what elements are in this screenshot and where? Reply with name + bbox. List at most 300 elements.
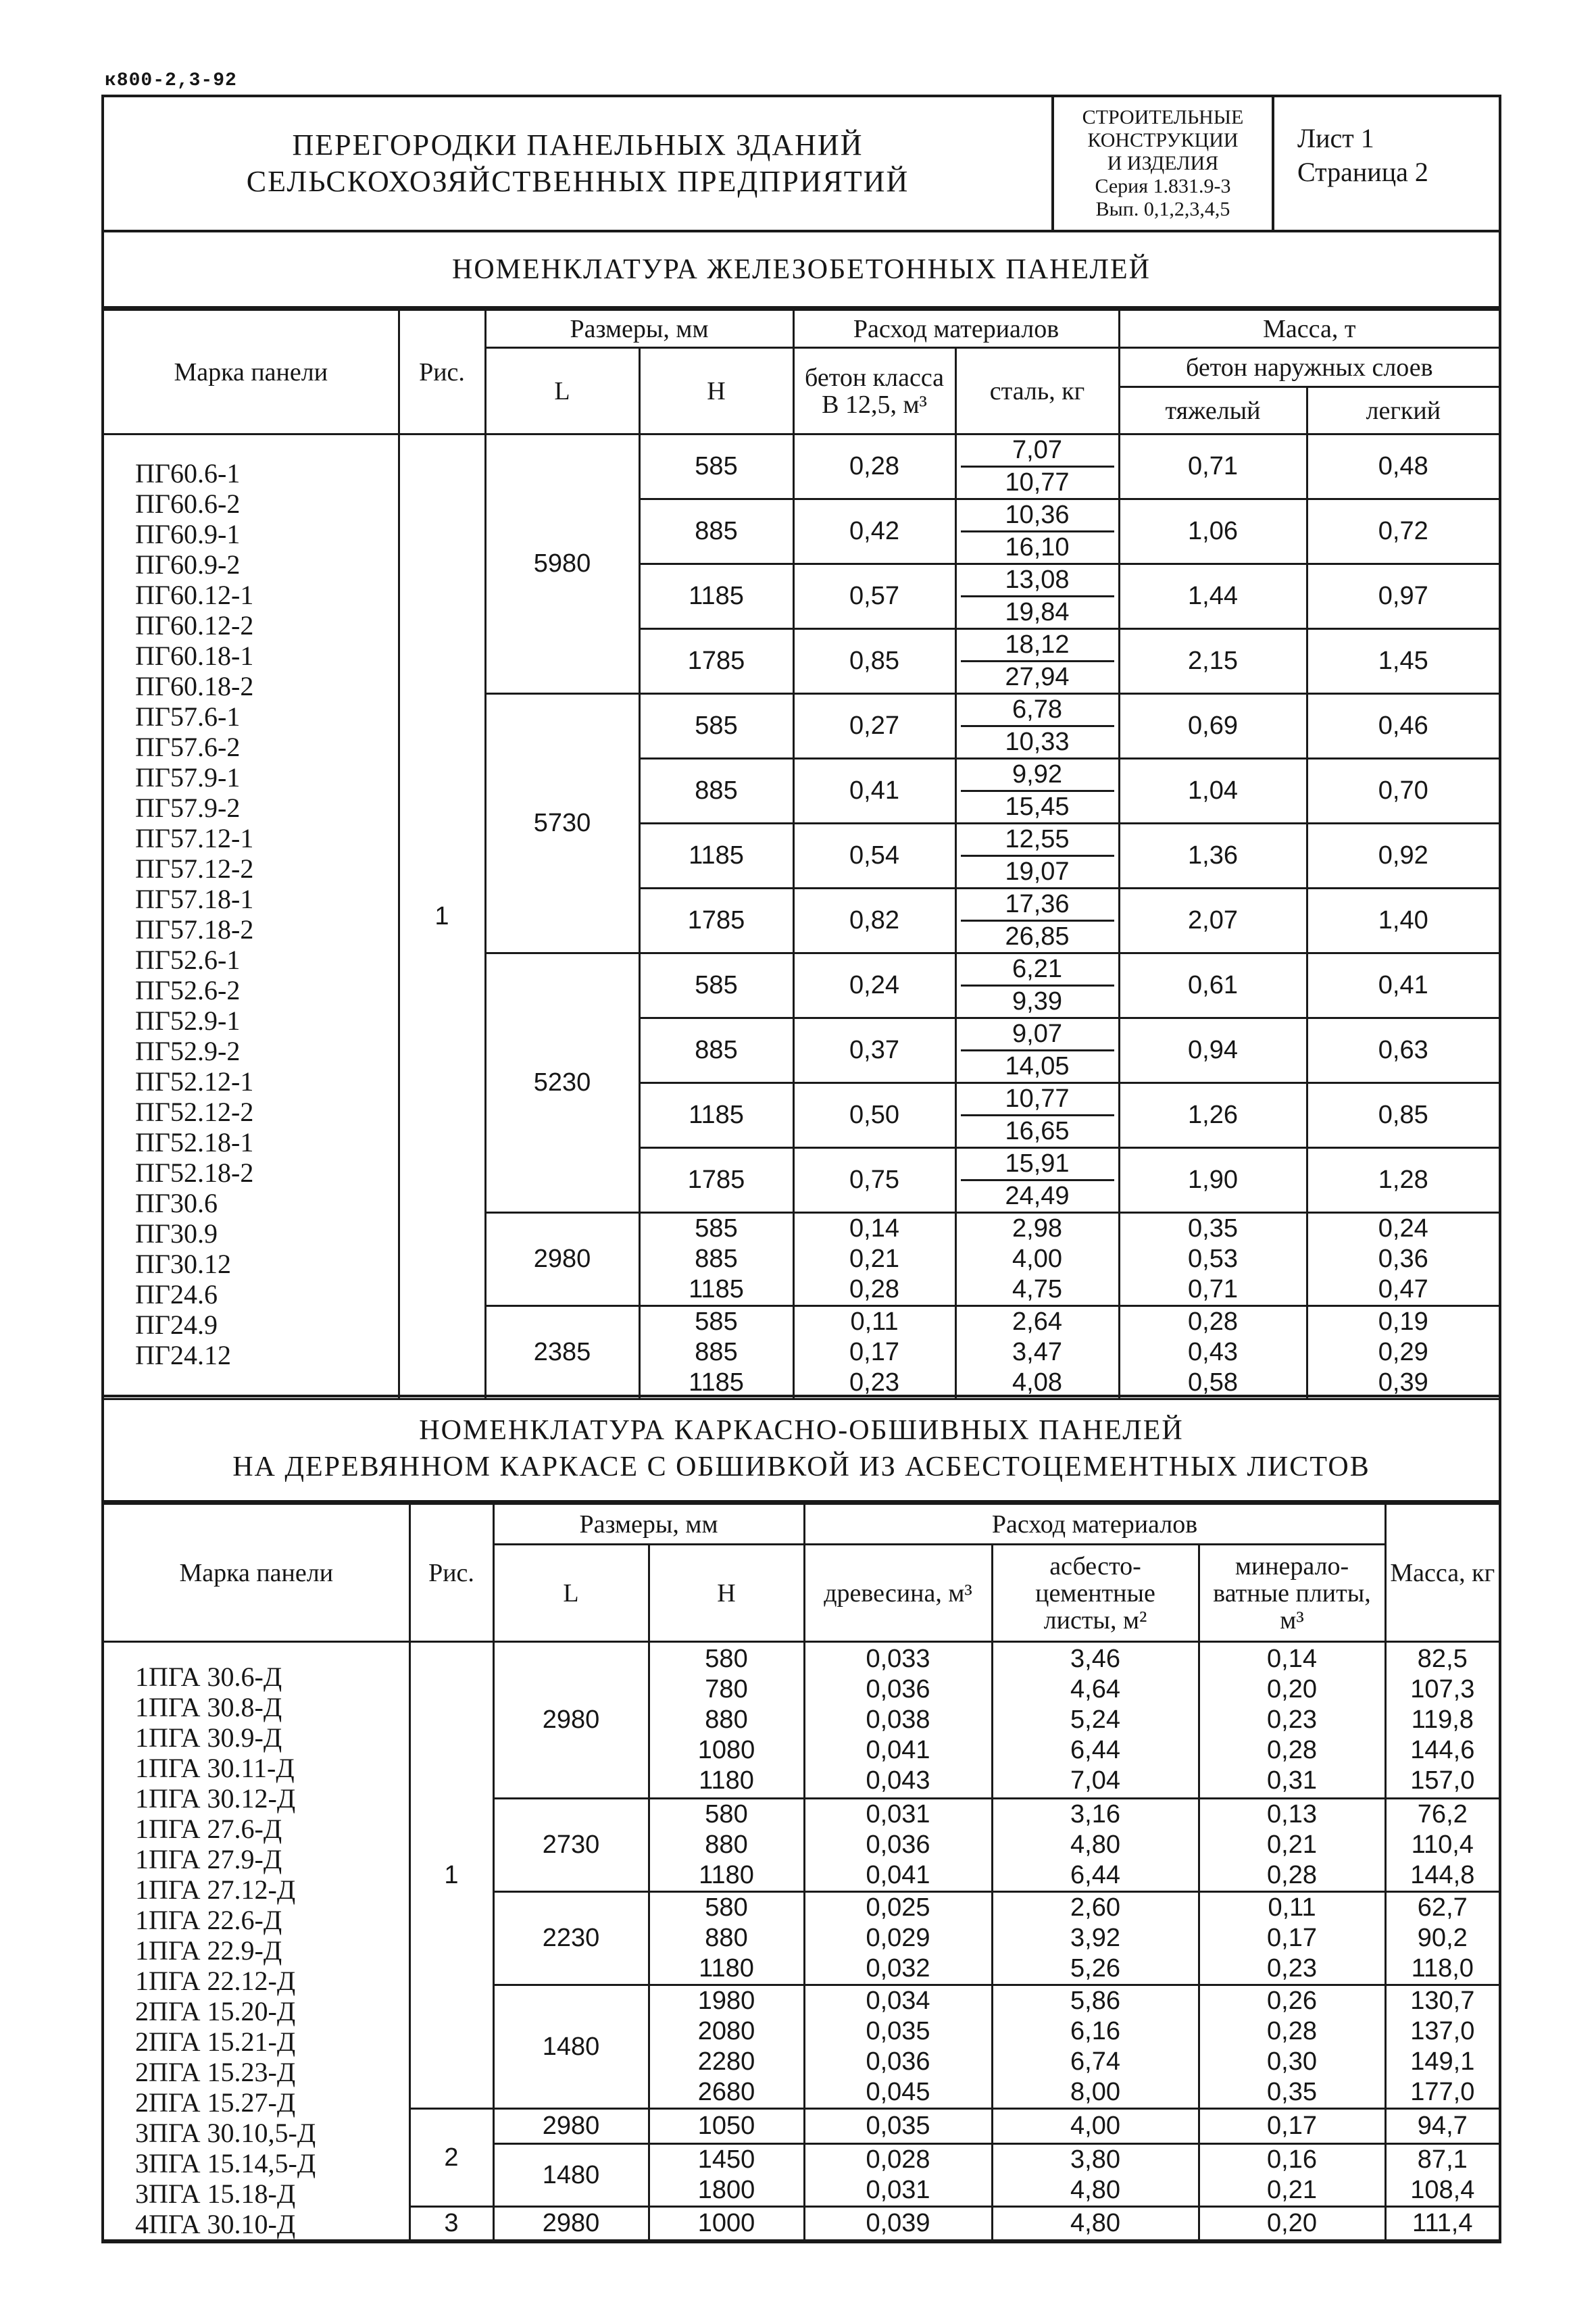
height-value: 1180 (699, 1954, 754, 1983)
fr-title-line-1: НОМЕНКЛАТУРА КАРКАСНО-ОБШИВНЫХ ПАНЕЛЕЙ (419, 1415, 1184, 1446)
mass-heavy-cell (1119, 629, 1307, 694)
steel-value-variant-2: 27,94 (1005, 663, 1070, 691)
steel-cell (955, 1148, 1119, 1213)
mass-heavy-cell (1119, 499, 1307, 564)
panel-mark: ПГ57.18-1 (135, 884, 254, 914)
height-cell (639, 629, 793, 694)
fr-section-title (104, 1395, 1499, 1503)
steel-value-variant-1: 12,55 (961, 824, 1114, 857)
steel-value: 3,47 (1012, 1338, 1062, 1366)
wood-value: 0,025 (866, 1893, 930, 1922)
mass-value: 90,2 (1417, 1924, 1468, 1952)
asbestos-sheets-value: 4,00 (1070, 2112, 1120, 2140)
panel-mark: 1ПГА 27.9-Д (135, 1844, 282, 1874)
mass-heavy-value: 0,94 (1188, 1036, 1238, 1064)
concrete-cell (793, 759, 955, 824)
rc-section-title (104, 232, 1499, 309)
panel-mark: ПГ24.9 (135, 1310, 218, 1340)
fr-col-mineral-wool: минерало- ватные плиты, м³ (1199, 1545, 1385, 1642)
mass-heavy-value: 0,35 (1188, 1214, 1238, 1243)
steel-value-variant-1: 9,92 (961, 760, 1114, 792)
steel-value: 4,75 (1012, 1275, 1062, 1303)
steel-cell (955, 1083, 1119, 1148)
steel-value: 4,08 (1012, 1368, 1062, 1397)
steel-value-variant-1: 9,07 (961, 1019, 1114, 1051)
concrete-value: 0,11 (850, 1308, 899, 1336)
height-value: 1185 (689, 1368, 744, 1397)
height-cell (639, 759, 793, 824)
mass-heavy-value: 0,43 (1188, 1338, 1238, 1366)
fr-col-H: H (649, 1545, 804, 1642)
rc-col-L: L (485, 348, 639, 434)
fr-col-L: L (493, 1545, 649, 1642)
mass-heavy-cell (1119, 1213, 1307, 1306)
concrete-value: 0,28 (849, 452, 899, 480)
mass-light-cell (1307, 564, 1499, 629)
panel-mark: 1ПГА 30.8-Д (135, 1692, 282, 1722)
height-value: 885 (695, 517, 738, 545)
rc-length-cell (485, 434, 639, 694)
panel-mark: ПГ57.9-2 (135, 793, 241, 823)
mass-light-value: 0,92 (1378, 841, 1428, 870)
panel-mark: ПГ57.6-2 (135, 732, 241, 762)
panel-mark: ПГ52.6-2 (135, 975, 241, 1005)
height-cell (639, 1306, 793, 1399)
mineral-wool-cell (1199, 1799, 1385, 1892)
mass-value: 62,7 (1417, 1893, 1468, 1922)
mineral-wool-value: 0,21 (1267, 2176, 1317, 2204)
series-line-2: КОНСТРУКЦИИ (1087, 129, 1239, 151)
concrete-cell (793, 629, 955, 694)
panel-mark: ПГ52.18-2 (135, 1158, 254, 1188)
mass-light-cell (1307, 434, 1499, 499)
height-cell (649, 1892, 804, 1985)
asbestos-sheets-cell (992, 1892, 1199, 1985)
steel-cell (955, 1213, 1119, 1306)
height-value: 885 (695, 1036, 738, 1064)
rc-col-heavy: тяжелый (1119, 387, 1307, 434)
length-value: 2980 (542, 2112, 600, 2140)
asbestos-sheets-cell (992, 1985, 1199, 2109)
height-value: 2080 (697, 2017, 755, 2045)
concrete-cell (793, 564, 955, 629)
steel-value-variant-2: 14,05 (1005, 1052, 1070, 1080)
height-value: 1800 (697, 2176, 755, 2204)
mass-heavy-value: 1,44 (1188, 582, 1238, 610)
rc-col-concrete: бетон класса В 12,5, м³ (793, 348, 955, 434)
mass-value: 144,8 (1410, 1861, 1475, 1889)
panel-mark: ПГ60.18-1 (135, 641, 254, 671)
mass-light-cell (1307, 1083, 1499, 1148)
wood-value: 0,035 (866, 2017, 930, 2045)
rc-col-light: легкий (1307, 387, 1499, 434)
height-cell (649, 2109, 804, 2144)
steel-value-variant-1: 18,12 (961, 630, 1114, 662)
asbestos-sheets-value: 5,86 (1070, 1987, 1120, 2015)
mass-value: 144,6 (1410, 1736, 1475, 1764)
mass-heavy-cell (1119, 1083, 1307, 1148)
panel-mark: 2ПГА 15.23-Д (135, 2057, 296, 2087)
concrete-value: 0,28 (849, 1275, 899, 1303)
mineral-wool-value: 0,35 (1267, 2078, 1317, 2106)
height-cell (649, 1985, 804, 2109)
mass-heavy-cell (1119, 694, 1307, 759)
height-value: 1185 (689, 1101, 744, 1129)
asbestos-sheets-value: 3,80 (1070, 2145, 1120, 2174)
fr-col-asbestos-sheets: асбесто- цементные листы, м² (992, 1545, 1199, 1642)
height-value: 1180 (699, 1766, 754, 1795)
asbestos-sheets-cell (992, 2207, 1199, 2241)
mass-value: 157,0 (1410, 1766, 1475, 1795)
height-value: 580 (705, 1893, 748, 1922)
mass-heavy-value: 1,26 (1188, 1101, 1238, 1129)
wood-cell (804, 1642, 992, 1799)
height-value: 885 (695, 1338, 738, 1366)
fr-table-row (104, 1642, 1499, 1799)
mineral-wool-value: 0,28 (1267, 2017, 1317, 2045)
asbestos-sheets-cell (992, 1799, 1199, 1892)
steel-value-variant-1: 15,91 (961, 1149, 1114, 1181)
steel-value-variant-1: 6,21 (961, 954, 1114, 987)
mass-value: 149,1 (1410, 2047, 1475, 2076)
fr-col-fig: Рис. (409, 1504, 493, 1642)
mass-heavy-value: 0,53 (1188, 1245, 1238, 1273)
height-value: 780 (705, 1675, 748, 1703)
height-value: 1050 (697, 2112, 755, 2140)
fr-length-cell (493, 2109, 649, 2144)
mass-cell (1385, 1642, 1499, 1799)
concrete-cell (793, 694, 955, 759)
mineral-wool-value: 0,17 (1267, 1924, 1317, 1952)
panel-mark: ПГ30.9 (135, 1218, 218, 1249)
mass-value: 137,0 (1410, 2017, 1475, 2045)
fr-length-cell (493, 2207, 649, 2241)
concrete-value: 0,42 (849, 517, 899, 545)
mass-heavy-value: 0,28 (1188, 1308, 1238, 1336)
mass-value: 110,4 (1411, 1831, 1474, 1859)
mass-light-value: 0,41 (1378, 971, 1428, 999)
length-value: 2385 (533, 1338, 591, 1366)
mass-heavy-value: 0,61 (1188, 971, 1238, 999)
height-value: 885 (695, 1245, 738, 1273)
mass-cell (1385, 2144, 1499, 2207)
panel-mark: 1ПГА 30.9-Д (135, 1722, 282, 1753)
mass-light-cell (1307, 629, 1499, 694)
panel-mark: 1ПГА 30.6-Д (135, 1662, 282, 1692)
panel-mark: ПГ24.12 (135, 1340, 232, 1370)
wood-cell (804, 1892, 992, 1985)
asbestos-sheets-cell (992, 2109, 1199, 2144)
fr-length-cell (493, 1642, 649, 1799)
fr-title-line-2: НА ДЕРЕВЯННОМ КАРКАСЕ С ОБШИВКОЙ ИЗ АСБЕСТОЦЕМЕНТНЫХ ЛИСТОВ (232, 1451, 1370, 1483)
steel-value-variant-1: 6,78 (961, 695, 1114, 727)
panel-mark: ПГ30.6 (135, 1188, 218, 1218)
steel-value-variant-2: 10,77 (1005, 468, 1070, 497)
mass-heavy-cell (1119, 824, 1307, 889)
mass-light-value: 0,97 (1378, 582, 1428, 610)
steel-cell (955, 824, 1119, 889)
mineral-wool-value: 0,13 (1267, 1800, 1317, 1828)
panel-mark: 1ПГА 30.11-Д (135, 1753, 295, 1783)
panel-mark: ПГ60.9-2 (135, 549, 241, 580)
mass-heavy-cell (1119, 759, 1307, 824)
fr-marks-cell (104, 1642, 409, 2241)
height-cell (639, 1213, 793, 1306)
mass-heavy-cell (1119, 953, 1307, 1018)
panel-mark: 1ПГА 22.6-Д (135, 1905, 282, 1935)
height-cell (649, 1799, 804, 1892)
height-value: 880 (705, 1706, 748, 1734)
height-value: 1080 (697, 1736, 755, 1764)
asbestos-sheets-value: 6,44 (1070, 1861, 1120, 1889)
length-value: 1480 (542, 2160, 600, 2189)
title-block (104, 97, 1499, 232)
panel-mark: ПГ57.12-2 (135, 853, 254, 884)
mass-light-value: 0,39 (1378, 1368, 1428, 1397)
steel-value-variant-1: 10,77 (961, 1084, 1114, 1116)
height-value: 880 (705, 1831, 748, 1859)
steel-cell (955, 434, 1119, 499)
height-value: 580 (705, 1800, 748, 1828)
series-issues: Вып. 0,1,2,3,4,5 (1095, 198, 1230, 220)
mass-light-cell (1307, 759, 1499, 824)
asbestos-sheets-cell (992, 1642, 1199, 1799)
mineral-wool-value: 0,21 (1267, 1831, 1317, 1859)
length-value: 5230 (533, 1068, 591, 1097)
height-cell (639, 1018, 793, 1083)
steel-value-variant-2: 10,33 (1005, 728, 1070, 756)
concrete-value: 0,24 (849, 971, 899, 999)
height-cell (639, 1148, 793, 1213)
wood-value: 0,029 (866, 1924, 930, 1952)
height-value: 1450 (697, 2145, 755, 2174)
wood-cell (804, 2144, 992, 2207)
steel-cell (955, 694, 1119, 759)
concrete-cell (793, 889, 955, 953)
mineral-wool-value: 0,31 (1267, 1766, 1317, 1795)
fr-length-cell (493, 1892, 649, 1985)
mineral-wool-value: 0,20 (1267, 1675, 1317, 1703)
concrete-value: 0,21 (849, 1245, 899, 1273)
concrete-cell (793, 1306, 955, 1399)
panel-mark: ПГ60.12-1 (135, 580, 254, 610)
asbestos-sheets-value: 6,74 (1070, 2047, 1120, 2076)
mass-value: 94,7 (1417, 2112, 1468, 2140)
height-value: 1185 (689, 1275, 744, 1303)
mass-light-cell (1307, 1018, 1499, 1083)
asbestos-sheets-value: 3,46 (1070, 1645, 1120, 1673)
steel-value-variant-1: 17,36 (961, 889, 1114, 922)
mineral-wool-cell (1199, 2207, 1385, 2241)
height-value: 1185 (689, 582, 744, 610)
height-cell (649, 2207, 804, 2241)
series-number: Серия 1.831.9-3 (1095, 175, 1231, 197)
height-cell (649, 2144, 804, 2207)
concrete-cell (793, 1213, 955, 1306)
fr-fig-cell (409, 2207, 493, 2241)
height-cell (639, 499, 793, 564)
rc-col-steel: сталь, кг (955, 348, 1119, 434)
rc-col-fig: Рис. (399, 310, 485, 434)
mass-value: 108,4 (1410, 2176, 1475, 2204)
mass-light-value: 0,85 (1378, 1101, 1428, 1129)
panel-mark: 1ПГА 30.12-Д (135, 1783, 296, 1814)
height-value: 885 (695, 776, 738, 805)
mass-light-cell (1307, 824, 1499, 889)
mass-heavy-value: 0,71 (1188, 452, 1238, 480)
asbestos-sheets-value: 4,80 (1070, 2209, 1120, 2237)
series-line-3: И ИЗДЕЛИЯ (1107, 152, 1219, 174)
mass-light-value: 1,45 (1378, 647, 1428, 675)
panel-mark: ПГ60.6-2 (135, 489, 241, 519)
mass-light-value: 0,36 (1378, 1245, 1428, 1273)
steel-value-variant-2: 9,39 (1012, 987, 1062, 1016)
rc-title-text: НОМЕНКЛАТУРА ЖЕЛЕЗОБЕТОННЫХ ПАНЕЛЕЙ (452, 253, 1151, 285)
fr-length-cell (493, 2144, 649, 2207)
mineral-wool-value: 0,16 (1267, 2145, 1317, 2174)
height-cell (649, 1642, 804, 1799)
mass-light-value: 0,48 (1378, 452, 1428, 480)
panel-mark: 2ПГА 15.21-Д (135, 2026, 296, 2057)
height-value: 585 (695, 712, 738, 740)
series-line-1: СТРОИТЕЛЬНЫЕ (1082, 106, 1244, 128)
wood-value: 0,032 (866, 1954, 930, 1983)
mass-heavy-value: 1,36 (1188, 841, 1238, 870)
length-value: 2730 (542, 1831, 600, 1859)
wood-value: 0,031 (866, 1800, 930, 1828)
mass-heavy-value: 2,07 (1188, 906, 1238, 935)
fr-length-cell (493, 1985, 649, 2109)
mass-value: 111,4 (1412, 2209, 1473, 2237)
fr-col-mark: Марка панели (104, 1504, 409, 1642)
asbestos-sheets-value: 8,00 (1070, 2078, 1120, 2106)
title-line-2: СЕЛЬСКОХОЗЯЙСТВЕННЫХ ПРЕДПРИЯТИЙ (246, 165, 909, 198)
wood-value: 0,033 (866, 1645, 930, 1673)
mineral-wool-value: 0,30 (1267, 2047, 1317, 2076)
mass-cell (1385, 1799, 1499, 1892)
mineral-wool-value: 0,26 (1267, 1987, 1317, 2015)
mass-heavy-cell (1119, 434, 1307, 499)
asbestos-sheets-value: 4,64 (1070, 1675, 1120, 1703)
rc-col-H: H (639, 348, 793, 434)
steel-value: 4,00 (1012, 1245, 1062, 1273)
height-cell (639, 824, 793, 889)
fr-length-cell (493, 1799, 649, 1892)
length-value: 5980 (533, 549, 591, 578)
wood-value: 0,041 (866, 1736, 930, 1764)
concrete-value: 0,50 (849, 1101, 899, 1129)
concrete-cell (793, 1148, 955, 1213)
mass-value: 87,1 (1417, 2145, 1468, 2174)
title-line-1: ПЕРЕГОРОДКИ ПАНЕЛЬНЫХ ЗДАНИЙ (292, 128, 864, 161)
panel-mark: ПГ60.9-1 (135, 519, 241, 549)
steel-value-variant-2: 19,07 (1005, 857, 1070, 886)
height-cell (639, 694, 793, 759)
height-value: 2280 (697, 2047, 755, 2076)
height-value: 1785 (687, 647, 745, 675)
mineral-wool-cell (1199, 2109, 1385, 2144)
panel-mark: ПГ52.6-1 (135, 945, 241, 975)
mass-heavy-value: 0,71 (1188, 1275, 1238, 1303)
wood-value: 0,041 (866, 1861, 930, 1889)
rc-col-mass: Масса, т (1119, 310, 1499, 348)
wood-value: 0,036 (866, 1831, 930, 1859)
height-value: 1980 (697, 1987, 755, 2015)
wood-value: 0,036 (866, 2047, 930, 2076)
fig-number: 1 (434, 902, 449, 930)
panel-mark: ПГ57.12-1 (135, 823, 254, 853)
height-cell (639, 564, 793, 629)
wood-value: 0,035 (866, 2112, 930, 2140)
asbestos-sheets-value: 5,24 (1070, 1706, 1120, 1734)
panel-mark: ПГ57.18-2 (135, 914, 254, 945)
concrete-value: 0,23 (849, 1368, 899, 1397)
length-value: 2230 (542, 1924, 600, 1952)
document-code: к800-2,3-92 (105, 70, 237, 91)
height-value: 1785 (687, 1166, 745, 1194)
height-value: 2680 (697, 2078, 755, 2106)
steel-value-variant-1: 13,08 (961, 565, 1114, 597)
panel-mark: 1ПГА 27.12-Д (135, 1874, 296, 1905)
height-value: 585 (695, 452, 738, 480)
panel-mark: ПГ52.12-1 (135, 1066, 254, 1097)
mass-light-value: 0,47 (1378, 1275, 1428, 1303)
panel-mark: ПГ52.12-2 (135, 1097, 254, 1127)
panel-mark: ПГ60.12-2 (135, 610, 254, 641)
height-value: 585 (695, 971, 738, 999)
steel-cell (955, 1306, 1119, 1399)
rc-panels-table (104, 309, 1499, 1400)
concrete-value: 0,85 (849, 647, 899, 675)
height-value: 580 (705, 1645, 748, 1673)
mass-light-value: 1,40 (1378, 906, 1428, 935)
fr-col-mass: Масса, кг (1385, 1504, 1499, 1642)
length-value: 1480 (542, 2032, 600, 2061)
mass-value: 119,8 (1411, 1706, 1474, 1734)
frame-panels-table (104, 1503, 1499, 2241)
height-value: 1785 (687, 906, 745, 935)
mass-light-value: 0,63 (1378, 1036, 1428, 1064)
wood-cell (804, 2207, 992, 2241)
mass-cell (1385, 1985, 1499, 2109)
asbestos-sheets-value: 3,16 (1070, 1800, 1120, 1828)
sheet-number: Лист 1 (1297, 123, 1374, 153)
concrete-value: 0,27 (849, 712, 899, 740)
fr-col-sizes: Размеры, мм (493, 1504, 804, 1545)
asbestos-sheets-value: 3,92 (1070, 1924, 1120, 1952)
mass-heavy-value: 0,58 (1188, 1368, 1238, 1397)
fr-col-consumption: Расход материалов (804, 1504, 1385, 1545)
asbestos-sheets-value: 2,60 (1070, 1893, 1120, 1922)
asbestos-sheets-cell (992, 2144, 1199, 2207)
panel-mark: 3ПГА 30.10,5-Д (135, 2118, 316, 2148)
mass-heavy-cell (1119, 889, 1307, 953)
height-value: 1185 (689, 841, 744, 870)
height-value: 585 (695, 1214, 738, 1243)
steel-value-variant-2: 24,49 (1005, 1182, 1070, 1210)
wood-value: 0,031 (866, 2176, 930, 2204)
mineral-wool-value: 0,28 (1267, 1736, 1317, 1764)
mass-light-value: 0,72 (1378, 517, 1428, 545)
asbestos-sheets-value: 6,44 (1070, 1736, 1120, 1764)
mineral-wool-cell (1199, 1642, 1385, 1799)
mass-light-cell (1307, 1213, 1499, 1306)
concrete-cell (793, 499, 955, 564)
asbestos-sheets-value: 6,16 (1070, 2017, 1120, 2045)
panel-mark: 2ПГА 15.27-Д (135, 2087, 296, 2118)
wood-cell (804, 1985, 992, 2109)
rc-length-cell (485, 1213, 639, 1306)
